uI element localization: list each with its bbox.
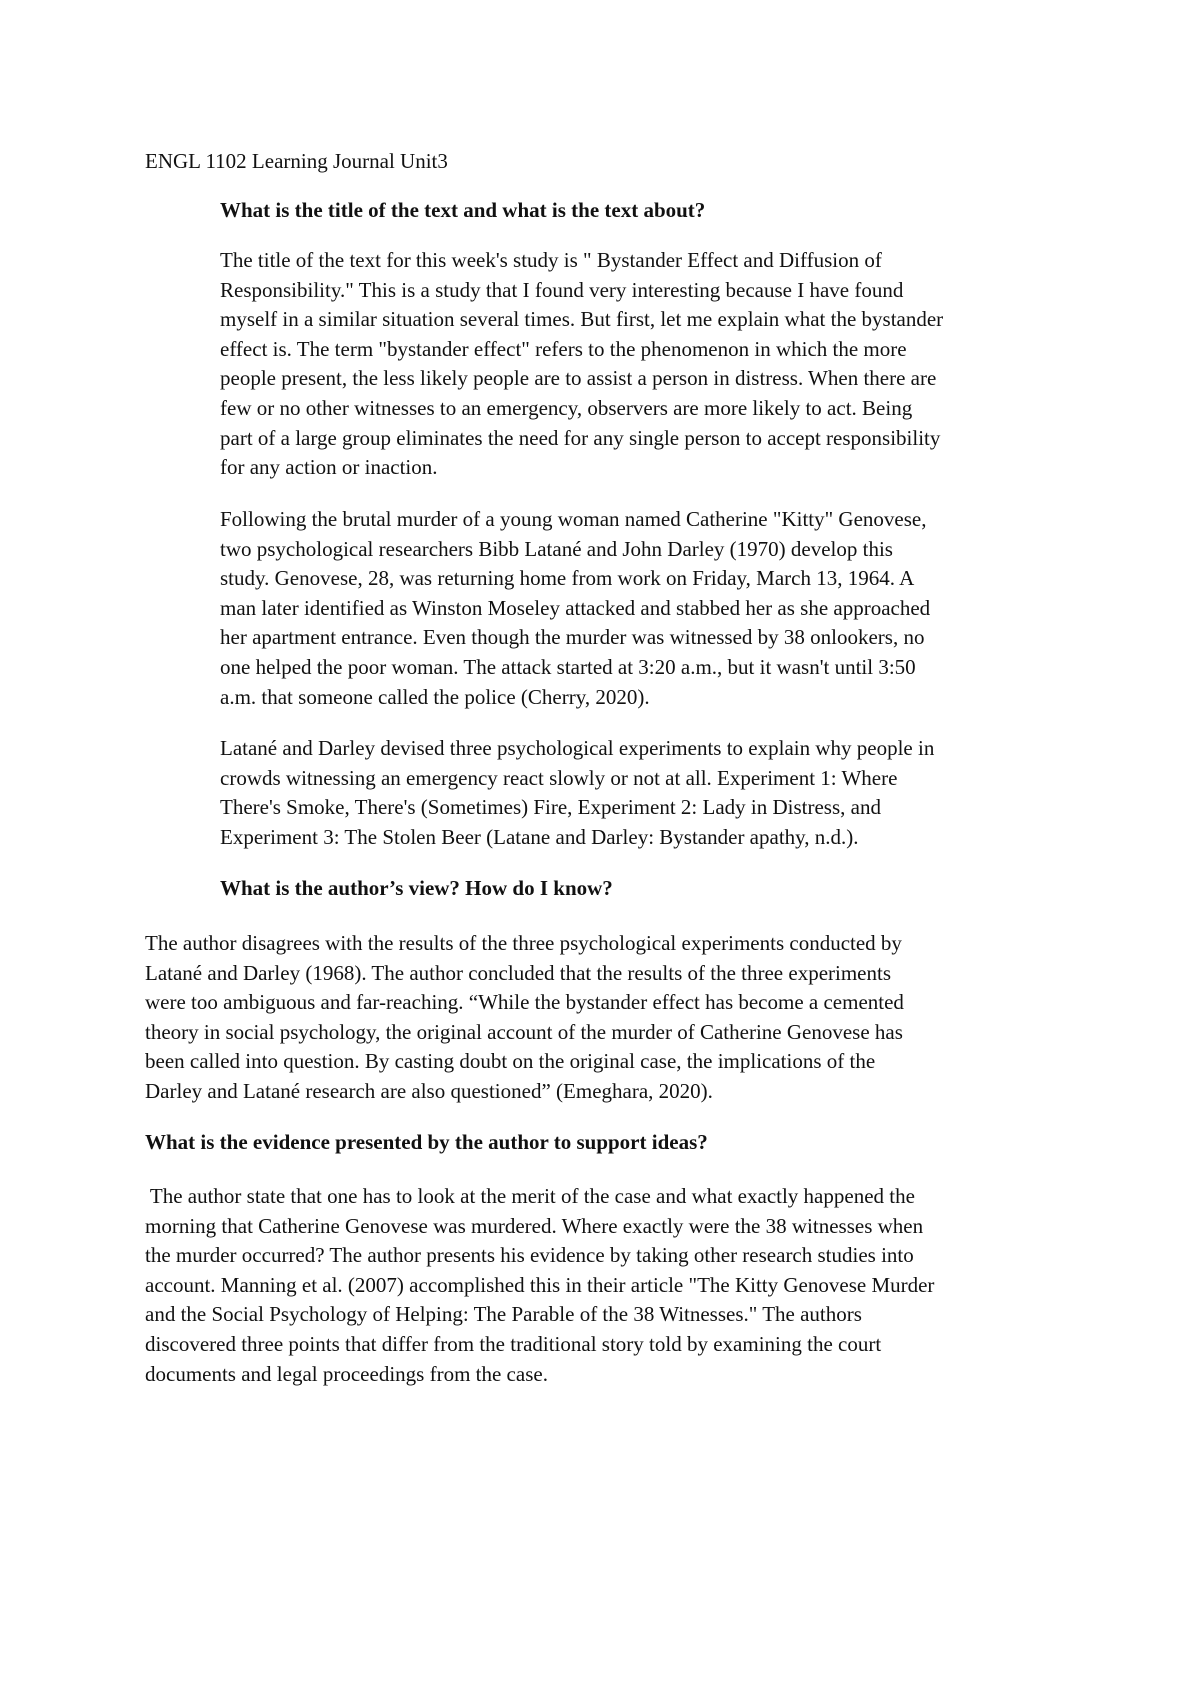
paragraph-line: effect is. The term "bystander effect" refers to the phenomenon in which the more xyxy=(220,336,907,361)
paragraph-line: for any action or inaction. xyxy=(220,455,438,480)
paragraph-line: Latané and Darley (1968). The author concluded that the results of the three experiments xyxy=(145,960,892,985)
document-title: ENGL 1102 Learning Journal Unit3 xyxy=(145,149,448,173)
paragraph-line: were too ambiguous and far-reaching. “While the bystander effect has become a cemented xyxy=(145,990,904,1015)
paragraph-line: theory in social psychology, the original account of the murder of Catherine Genovese has xyxy=(145,1019,903,1044)
paragraph-line: The author state that one has to look at the merit of the case and what exactly happened the xyxy=(145,1184,915,1208)
paragraph-line: part of a large group eliminates the need for any single person to accept responsibility xyxy=(220,425,941,450)
paragraph-line: study. Genovese, 28, was returning home from work on Friday, March 13, 1964. A xyxy=(220,566,915,591)
paragraph-line: account. Manning et al. (2007) accomplished this in their article "The Kitty Genovese Murder xyxy=(145,1272,935,1297)
paragraph-line: Darley and Latané research are also questioned” (Emeghara, 2020). xyxy=(145,1078,713,1103)
paragraph-line: man later identified as Winston Moseley attacked and stabbed her as she approached xyxy=(220,595,931,620)
paragraph-line: documents and legal proceedings from the case. xyxy=(145,1361,548,1386)
paragraph-line: Following the brutal murder of a young woman named Catherine "Kitty" Genovese, xyxy=(220,507,927,531)
paragraph-line: The author disagrees with the results of the three psychological experiments conducted by xyxy=(145,931,902,955)
paragraph-line: Experiment 3: The Stolen Beer (Latane and Darley: Bystander apathy, n.d.). xyxy=(220,824,859,849)
paragraph-line: few or no other witnesses to an emergency, observers are more likely to act. Being xyxy=(220,395,913,420)
paragraph-line: crowds witnessing an emergency react slowly or not at all. Experiment 1: Where xyxy=(220,765,898,790)
paragraph-line: one helped the poor woman. The attack started at 3:20 a.m., but it wasn't until 3:50 xyxy=(220,654,916,679)
paragraph-1 xyxy=(220,246,943,483)
section-heading-1: What is the title of the text and what is the text about? xyxy=(220,198,706,222)
paragraph-line: morning that Catherine Genovese was murdered. Where exactly were the 38 witnesses when xyxy=(145,1213,924,1238)
paragraph-line: her apartment entrance. Even though the murder was witnessed by 38 onlookers, no xyxy=(220,625,925,650)
paragraph-line: a.m. that someone called the police (Cherry, 2020). xyxy=(220,684,650,709)
paragraph-4 xyxy=(145,929,904,1107)
paragraph-line: and the Social Psychology of Helping: The Parable of the 38 Witnesses." The authors xyxy=(145,1302,862,1327)
paragraph-line: There's Smoke, There's (Sometimes) Fire, Experiment 2: Lady in Distress, and xyxy=(220,795,881,820)
section-heading-3: What is the evidence presented by the author to support ideas? xyxy=(145,1130,708,1154)
paragraph-line: Responsibility." This is a study that I found very interesting because I have found xyxy=(220,277,904,302)
paragraph-5 xyxy=(145,1182,934,1389)
paragraph-3 xyxy=(220,734,934,852)
paragraph-line: myself in a similar situation several times. But first, let me explain what the bystander xyxy=(220,307,944,332)
paragraph-line: people present, the less likely people are to assist a person in distress. When there are xyxy=(220,366,937,391)
paragraph-line: discovered three points that differ from the traditional story told by examining the court xyxy=(145,1331,882,1356)
paragraph-line: been called into question. By casting doubt on the original case, the implications of the xyxy=(145,1049,876,1074)
paragraph-line: Latané and Darley devised three psychological experiments to explain why people in xyxy=(220,736,935,760)
paragraph-line: The title of the text for this week's study is " Bystander Effect and Diffusion of xyxy=(220,248,882,272)
paragraph-line: the murder occurred? The author presents his evidence by taking other research studies into xyxy=(145,1243,914,1268)
paragraph-line: two psychological researchers Bibb Latané and John Darley (1970) develop this xyxy=(220,536,893,561)
section-heading-2: What is the author’s view? How do I know? xyxy=(220,876,613,900)
paragraph-2 xyxy=(220,505,930,712)
